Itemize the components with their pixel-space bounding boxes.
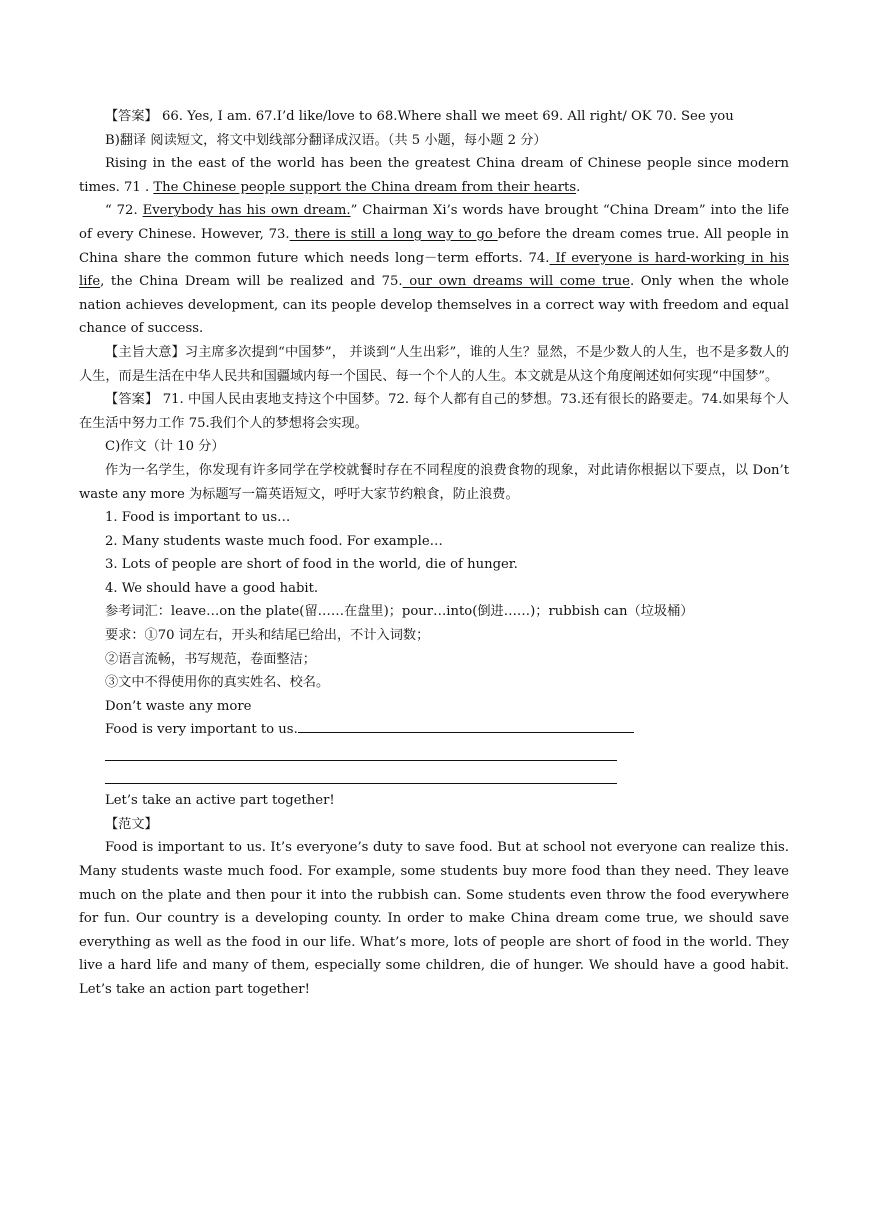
underlined-sentence-72: Everybody has his own dream. bbox=[142, 203, 351, 219]
sample-essay-tag: 【范文】 bbox=[105, 816, 158, 832]
essay-closing: Let’s take an active part together! bbox=[105, 793, 335, 809]
requirement-2: ②语言流畅，书写规范，卷面整洁； bbox=[105, 651, 316, 667]
writing-point: 4. We should have a good habit. bbox=[105, 580, 319, 596]
section-b-heading: B)翻译 阅读短文，将文中划线部分翻译成汉语。（共 5 小题，每小题 2 分） bbox=[105, 132, 547, 148]
answer-71-75 bbox=[79, 388, 789, 435]
writing-point: 3. Lots of people are short of food in the world, die of hunger. bbox=[105, 557, 518, 573]
essay-opening: Food is very important to us. bbox=[79, 718, 789, 742]
answer-line bbox=[79, 766, 789, 790]
answer-text: 66. Yes, I am. 67.I’d like/love to 68.Where shall we meet 69. All right/ OK 70. See you bbox=[157, 109, 734, 124]
main-idea-tag: 【主旨大意】 bbox=[105, 344, 185, 360]
underlined-sentence-73: there is still a long way to go bbox=[289, 226, 498, 242]
answer-66-70 bbox=[79, 105, 789, 129]
answer-blank bbox=[298, 718, 634, 733]
requirement-3: ③文中不得使用你的真实姓名、校名。 bbox=[105, 675, 330, 691]
writing-point: 2. Many students waste much food. For example… bbox=[105, 533, 443, 549]
answer-tag: 【答案】 bbox=[105, 109, 158, 124]
requirement-1: 要求：①70 词左右，开头和结尾已给出，不计入词数； bbox=[105, 628, 430, 644]
underlined-sentence-75: our own dreams will come true bbox=[402, 274, 630, 290]
underlined-sentence-71: The Chinese people support the China dream from their hearts bbox=[153, 179, 577, 195]
answer-text: 71. 中国人民由衷地支持这个中国梦。72. 每个人都有自己的梦想。73.还有很长的路要走。74.如果每个人在生活中努力工作 75.我们个人的梦想将会实现。 bbox=[79, 392, 789, 431]
document-page bbox=[79, 105, 789, 1002]
writing-point: 1. Food is important to us… bbox=[105, 510, 291, 526]
passage-paragraph-1: Rising in the east of the world has been the greatest China dream of Chinese people since modern times. 71 . The Chinese people support the China dream from their hearts. bbox=[79, 156, 789, 195]
vocabulary-hint: 参考词汇：leave…on the plate(留……在盘里)；pour…into(倒进……)；rubbish can（垃圾桶） bbox=[105, 604, 694, 620]
answer-line bbox=[79, 742, 789, 766]
underlined-sentence-74: If everyone is hard-working in his life bbox=[79, 250, 789, 290]
main-idea bbox=[79, 341, 789, 388]
main-idea-text: 习主席多次提到“中国梦”， 并谈到“人生出彩”，谁的人生？显然，不是少数人的人生，也不是多数人的人生，而是生活在中华人民共和国疆域内每一个国民、每一个个人的人生。本文就是从这个角度阐述如何实现“中国梦”。 bbox=[79, 344, 790, 384]
writing-prompt: 作为一名学生，你发现有许多同学在学校就餐时存在不同程度的浪费食物的现象，对此请你根据以下要点，以 Don’t waste any more 为标题写一篇英语短文，呼吁大家节约粮食，防止浪费。 bbox=[79, 462, 789, 502]
answer-tag: 【答案】 bbox=[105, 392, 159, 408]
sample-essay: Food is important to us. It’s everyone’s duty to save food. But at school not everyone can realize this. Many students waste much food. For example, some students buy more food than they need. They leave much on the plate and then pour it into the rubbish can. Some students even throw the food everywhere for fun. Our country is a developing county. In order to make China dream come true, we should save everything as well as the food in our life. What’s more, lots of people are short of food in the world. They live a hard life and many of them, especially some children, die of hunger. We should have a good habit. Let’s take an action part together! bbox=[79, 840, 789, 997]
passage-paragraph-2: “ 72. Everybody has his own dream.” Chairman Xi’s words have brought “China Dream” into the life of every Chinese. However, 73. there is still a long way to go before the dream comes true. All people in China share the common future which needs long－term efforts. 74. If everyone is hard-working in his life, the China Dream will be realized and 75. our own dreams will come true. Only when the whole nation achieves development, can its people develop themselves in a correct way with freedom and equal chance of success. bbox=[79, 203, 790, 337]
section-c-heading: C)作文（计 10 分） bbox=[105, 439, 225, 455]
essay-title: Don’t waste any more bbox=[105, 698, 252, 714]
